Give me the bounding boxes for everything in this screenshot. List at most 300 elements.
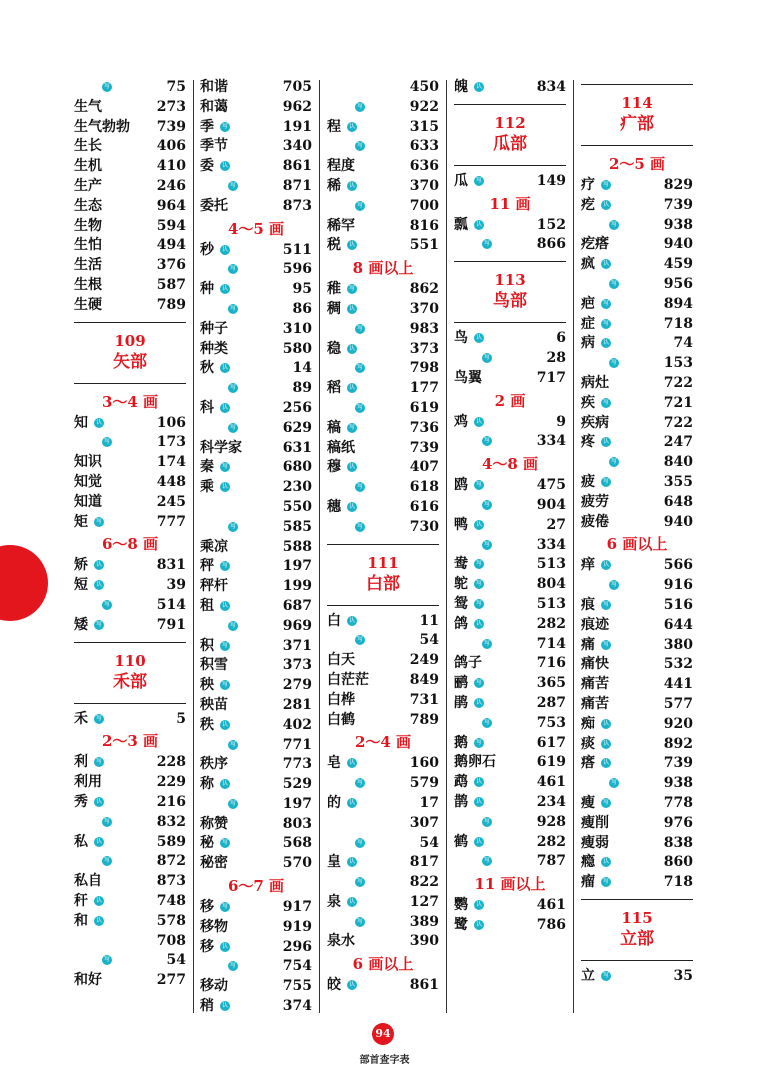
type-badge-icon: 认: [602, 339, 609, 347]
entry-page-number: 511: [282, 241, 312, 258]
index-entry: [200, 815, 312, 835]
entry-page-number: 74: [673, 335, 693, 352]
entry-page-number: 580: [282, 340, 312, 357]
index-entry: [581, 596, 693, 616]
entry-character: [581, 235, 609, 255]
index-entry: [454, 674, 566, 694]
entry-text: 瘦: [581, 794, 595, 811]
entry-text: 鹅卵石: [454, 754, 496, 771]
index-entry: [74, 932, 186, 952]
entry-text: 痕迹: [581, 616, 609, 633]
entry-page-number: 618: [409, 479, 439, 496]
type-badge-icon: 认: [348, 241, 355, 249]
entry-page-number: 644: [663, 616, 693, 633]
index-entry: [200, 637, 312, 657]
index-entry: [454, 635, 566, 655]
stroke-count-heading: 11 画以上: [474, 875, 546, 894]
index-entry: [200, 997, 312, 1017]
index-entry: [327, 518, 439, 538]
entry-page-number: 199: [282, 578, 312, 595]
entry-text: 稿: [327, 419, 341, 436]
entry-text: 疼: [581, 434, 595, 451]
type-badge-icon: 认: [221, 245, 228, 253]
index-entry: [74, 753, 186, 773]
entry-text: 知道: [74, 493, 102, 510]
entry-page-number: 566: [663, 557, 693, 574]
index-entry: [581, 196, 693, 216]
entry-character: [454, 476, 484, 496]
entry-text: 疲倦: [581, 513, 609, 530]
entry-text: 生活: [74, 257, 102, 274]
entry-page-number: 529: [282, 776, 312, 793]
entry-character: [454, 833, 484, 853]
entry-character: [454, 654, 482, 674]
entry-page-number: 849: [409, 671, 439, 688]
entry-page-number: 365: [536, 675, 566, 692]
entry-text: 称: [200, 776, 214, 793]
stroke-count-heading: 11 画: [489, 194, 531, 213]
radical-section-title: 矢部: [113, 351, 147, 372]
index-entry: [200, 177, 312, 197]
index-entry: [581, 473, 693, 493]
entry-text: 泉水: [327, 933, 355, 950]
entry-character: [200, 478, 230, 498]
entry-page-number: 234: [536, 793, 566, 810]
entry-page-number: 355: [663, 473, 693, 490]
entry-page-number: 277: [156, 972, 186, 989]
entry-character: [74, 513, 104, 533]
type-badge-icon: 认: [602, 561, 609, 569]
entry-page-number: 448: [156, 473, 186, 490]
entry-character: [327, 340, 357, 360]
type-badge-icon: 认: [602, 858, 609, 866]
type-badge-icon: 写: [602, 798, 609, 806]
entry-character: [74, 556, 104, 576]
entry-text: 种子: [200, 320, 228, 337]
entry-page-number: 54: [166, 952, 186, 969]
entry-text: 鹂: [454, 675, 468, 692]
entry-character: [454, 694, 484, 714]
type-badge-icon: 写: [356, 142, 363, 150]
entry-text: 移: [200, 938, 214, 955]
entry-page-number: 570: [282, 855, 312, 872]
type-badge-icon: 写: [602, 600, 609, 608]
entry-character: [327, 118, 357, 138]
entry-text: 乘凉: [200, 538, 228, 555]
index-entry: [327, 774, 439, 794]
index-entry: [200, 577, 312, 597]
type-badge-icon: 写: [602, 319, 609, 327]
entry-character: [200, 241, 230, 261]
entry-text: 白茫茫: [327, 671, 369, 688]
entry-text: 鸟翼: [454, 369, 482, 386]
index-entry: [327, 98, 439, 118]
type-badge-icon: 写: [229, 304, 236, 312]
entry-page-number: 940: [663, 513, 693, 530]
type-badge-icon: 认: [95, 896, 102, 904]
entry-page-number: 619: [536, 754, 566, 771]
entry-character: [200, 577, 228, 597]
entry-text: 鸯: [454, 556, 468, 573]
index-entry: [454, 773, 566, 793]
type-badge-icon: 认: [348, 897, 355, 905]
entry-page-number: 705: [282, 79, 312, 95]
entry-page-number: 216: [156, 793, 186, 810]
type-badge-icon: 写: [95, 758, 102, 766]
index-entry: [74, 576, 186, 596]
entry-text: 秤杆: [200, 578, 228, 595]
index-entry: [581, 216, 693, 236]
entry-character: [581, 374, 609, 394]
column-divider: [573, 80, 574, 1013]
index-entry: [454, 216, 566, 236]
entry-text: 鹤: [454, 833, 468, 850]
index-entry: [581, 695, 693, 715]
entry-page-number: 282: [536, 833, 566, 850]
entry-character: [74, 493, 102, 513]
entry-page-number: 722: [663, 374, 693, 391]
entry-page-number: 402: [282, 716, 312, 733]
entry-page-number: 282: [536, 615, 566, 632]
entry-text: 秘密: [200, 855, 228, 872]
type-badge-icon: 认: [221, 720, 228, 728]
entry-character: [327, 691, 355, 711]
index-entry: [327, 236, 439, 256]
index-entry: [200, 399, 312, 419]
index-entry: [200, 696, 312, 716]
entry-page-number: 373: [282, 657, 312, 674]
stroke-count-heading: 2～4 画: [354, 733, 412, 752]
type-badge-icon: 写: [103, 817, 110, 825]
entry-character: [581, 675, 609, 695]
entry-page-number: 816: [409, 217, 439, 234]
type-badge-icon: 写: [483, 718, 490, 726]
entry-text: 瘩: [581, 755, 595, 772]
type-badge-icon: 认: [95, 418, 102, 426]
entry-character: [200, 320, 228, 340]
entry-page-number: 831: [156, 557, 186, 574]
entry-text: 知识: [74, 454, 102, 471]
index-entry: [327, 359, 439, 379]
entry-page-number: 861: [409, 977, 439, 994]
entry-character: [581, 493, 609, 513]
type-badge-icon: 写: [483, 353, 490, 361]
entry-character: [581, 834, 609, 854]
type-badge-icon: 写: [475, 580, 482, 588]
stroke-count-heading: 3～4 画: [101, 392, 159, 411]
entry-page-number: 407: [409, 459, 439, 476]
entry-page-number: 568: [282, 835, 312, 852]
entry-character: [200, 399, 230, 419]
type-badge-icon: 写: [103, 956, 110, 964]
entry-page-number: 450: [409, 79, 439, 95]
entry-page-number: 459: [663, 256, 693, 273]
index-entry: [74, 892, 186, 912]
index-entry: [454, 595, 566, 615]
entry-text: 疲劳: [581, 493, 609, 510]
column-divider: [446, 80, 447, 1013]
index-column-1: [74, 78, 186, 991]
type-badge-icon: 写: [475, 176, 482, 184]
index-entry: [200, 676, 312, 696]
index-entry: [200, 197, 312, 217]
index-entry: [200, 280, 312, 300]
entry-text: 病: [581, 335, 595, 352]
type-badge-icon: 写: [475, 599, 482, 607]
entry-page-number: 247: [663, 434, 693, 451]
entry-text: 鸥: [454, 477, 468, 494]
entry-page-number: 228: [156, 754, 186, 771]
type-badge-icon: 写: [229, 181, 236, 189]
stroke-count-heading: 6 画以上: [606, 535, 668, 554]
type-badge-icon: 写: [103, 600, 110, 608]
type-badge-icon: 写: [229, 962, 236, 970]
entry-page-number: 475: [536, 477, 566, 494]
entry-text: 症: [581, 315, 595, 332]
entry-character: [74, 793, 104, 813]
entry-text: 稀: [327, 177, 341, 194]
entry-text: 秩: [200, 716, 214, 733]
entry-page-number: 798: [409, 360, 439, 377]
index-entry: [327, 137, 439, 157]
entry-character: [327, 794, 357, 814]
entry-page-number: 983: [409, 320, 439, 337]
index-entry: [74, 98, 186, 118]
entry-character: [74, 971, 102, 991]
entry-page-number: 786: [536, 916, 566, 933]
type-badge-icon: 写: [602, 971, 609, 979]
entry-character: [200, 197, 228, 217]
entry-character: [581, 967, 611, 987]
entry-text: 鸽: [454, 615, 468, 632]
index-entry: [74, 710, 186, 730]
entry-text: 矫: [74, 557, 88, 574]
entry-character: [74, 576, 104, 596]
type-badge-icon: 认: [348, 858, 355, 866]
entry-text: 稳: [327, 340, 341, 357]
entry-page-number: 153: [663, 355, 693, 372]
type-badge-icon: 写: [356, 403, 363, 411]
entry-text: 疾病: [581, 414, 609, 431]
entry-page-number: 629: [282, 419, 312, 436]
radical-section-header: [74, 322, 186, 384]
type-badge-icon: 写: [483, 500, 490, 508]
index-entry: [200, 597, 312, 617]
entry-character: [454, 216, 484, 236]
entry-page-number: 594: [156, 217, 186, 234]
entry-page-number: 804: [536, 576, 566, 593]
entry-character: [200, 157, 230, 177]
entry-character: [327, 379, 357, 399]
entry-character: [327, 300, 357, 320]
stroke-count-heading: 6～7 画: [227, 877, 285, 896]
entry-character: [327, 754, 357, 774]
entry-character: [200, 597, 230, 617]
type-badge-icon: 认: [348, 384, 355, 392]
entry-page-number: 964: [156, 197, 186, 214]
entry-page-number: 230: [282, 479, 312, 496]
entry-text: 疤: [581, 295, 595, 312]
entry-page-number: 860: [663, 854, 693, 871]
entry-page-number: 6: [556, 330, 566, 347]
index-entry: [327, 78, 439, 98]
entry-text: 皇: [327, 854, 341, 871]
entry-character: [200, 118, 230, 138]
type-badge-icon: 认: [348, 502, 355, 510]
type-badge-icon: 认: [475, 797, 482, 805]
entry-page-number: 256: [282, 399, 312, 416]
entry-text: 鸳: [454, 595, 468, 612]
index-entry: [200, 379, 312, 399]
radical-section-header: [74, 642, 186, 704]
entry-page-number: 95: [292, 281, 312, 298]
entry-character: [327, 217, 355, 237]
index-entry: [327, 320, 439, 340]
entry-character: [200, 854, 228, 874]
index-entry: [327, 913, 439, 933]
type-badge-icon: 认: [602, 260, 609, 268]
type-badge-icon: 写: [221, 641, 228, 649]
type-badge-icon: 写: [610, 458, 617, 466]
page-number: 94: [372, 1023, 394, 1045]
index-entry: [74, 256, 186, 276]
entry-character: [581, 255, 611, 275]
entry-character: [200, 716, 230, 736]
entry-page-number: 578: [156, 912, 186, 929]
entry-character: [454, 329, 484, 349]
entry-page-number: 617: [536, 734, 566, 751]
entry-text: 瘦弱: [581, 834, 609, 851]
entry-page-number: 777: [156, 513, 186, 530]
entry-text: 疾: [581, 394, 595, 411]
entry-text: 秤: [200, 558, 214, 575]
entry-text: 魄: [454, 79, 468, 95]
index-entry: [200, 98, 312, 118]
entry-text: 科: [200, 399, 214, 416]
entry-page-number: 514: [156, 596, 186, 613]
entry-text: 移: [200, 899, 214, 916]
index-entry: [454, 369, 566, 389]
type-badge-icon: 写: [229, 740, 236, 748]
index-entry: [581, 873, 693, 893]
entry-text: 秩序: [200, 756, 228, 773]
entry-text: 鹉: [454, 774, 468, 791]
type-badge-icon: 写: [356, 636, 363, 644]
index-entry: [200, 137, 312, 157]
type-badge-icon: 写: [95, 714, 102, 722]
entry-page-number: 976: [663, 814, 693, 831]
entry-text: 和蔼: [200, 98, 228, 115]
entry-text: 秧苗: [200, 696, 228, 713]
entry-character: [200, 557, 230, 577]
radical-section-title: 禾部: [113, 671, 147, 692]
entry-character: [200, 78, 228, 98]
index-entry: [74, 616, 186, 636]
entry-text: 稍: [200, 998, 214, 1015]
index-entry: [454, 349, 566, 369]
stroke-count-heading: 4～8 画: [481, 455, 539, 474]
type-badge-icon: 写: [483, 639, 490, 647]
entry-character: [200, 439, 242, 459]
index-column-2: [200, 78, 312, 1017]
entry-page-number: 917: [282, 899, 312, 916]
entry-text: 生态: [74, 197, 102, 214]
index-entry: [74, 276, 186, 296]
entry-text: 生硬: [74, 296, 102, 313]
entry-text: 生产: [74, 177, 102, 194]
index-entry: [454, 896, 566, 916]
index-entry: [581, 636, 693, 656]
entry-character: [74, 414, 104, 434]
entry-character: [454, 793, 484, 813]
entry-page-number: 771: [282, 736, 312, 753]
entry-page-number: 310: [282, 320, 312, 337]
entry-character: [327, 651, 355, 671]
index-entry: [581, 295, 693, 315]
type-badge-icon: 写: [475, 679, 482, 687]
entry-character: [74, 753, 104, 773]
entry-character: [327, 280, 357, 300]
index-entry: [200, 898, 312, 918]
entry-text: 秋: [200, 360, 214, 377]
entry-page-number: 633: [409, 138, 439, 155]
entry-text: 私: [74, 833, 88, 850]
entry-character: [581, 433, 611, 453]
entry-text: 移动: [200, 978, 228, 995]
entry-character: [581, 715, 611, 735]
type-badge-icon: 认: [221, 601, 228, 609]
entry-page-number: 862: [409, 281, 439, 298]
entry-page-number: 75: [166, 79, 186, 95]
index-entry: [581, 493, 693, 513]
type-badge-icon: 认: [348, 759, 355, 767]
entry-character: [454, 615, 484, 635]
stroke-count-heading: 8 画以上: [352, 259, 414, 278]
type-badge-icon: 写: [602, 640, 609, 648]
entry-page-number: 680: [282, 459, 312, 476]
entry-page-number: 370: [409, 177, 439, 194]
entry-page-number: 54: [419, 834, 439, 851]
entry-character: [200, 458, 230, 478]
entry-page-number: 127: [409, 893, 439, 910]
entry-page-number: 866: [536, 236, 566, 253]
entry-character: [327, 711, 355, 731]
entry-text: 穆: [327, 459, 341, 476]
index-entry: [454, 833, 566, 853]
index-entry: [200, 755, 312, 775]
radical-section-title: 鸟部: [493, 291, 527, 312]
entry-text: 积: [200, 637, 214, 654]
entry-character: [327, 853, 357, 873]
entry-text: 和: [74, 912, 88, 929]
entry-page-number: 789: [156, 296, 186, 313]
index-entry: [327, 177, 439, 197]
entry-page-number: 832: [156, 813, 186, 830]
index-entry: [327, 612, 439, 632]
index-entry: [74, 177, 186, 197]
index-entry: [74, 473, 186, 493]
entry-character: [74, 773, 102, 793]
entry-text: 秘: [200, 835, 214, 852]
index-entry: [200, 538, 312, 558]
entry-character: [200, 696, 228, 716]
type-badge-icon: 认: [475, 837, 482, 845]
entry-character: [74, 276, 102, 296]
entry-text: 白鹤: [327, 711, 355, 728]
entry-character: [200, 834, 230, 854]
type-badge-icon: 写: [356, 838, 363, 846]
entry-page-number: 928: [536, 813, 566, 830]
